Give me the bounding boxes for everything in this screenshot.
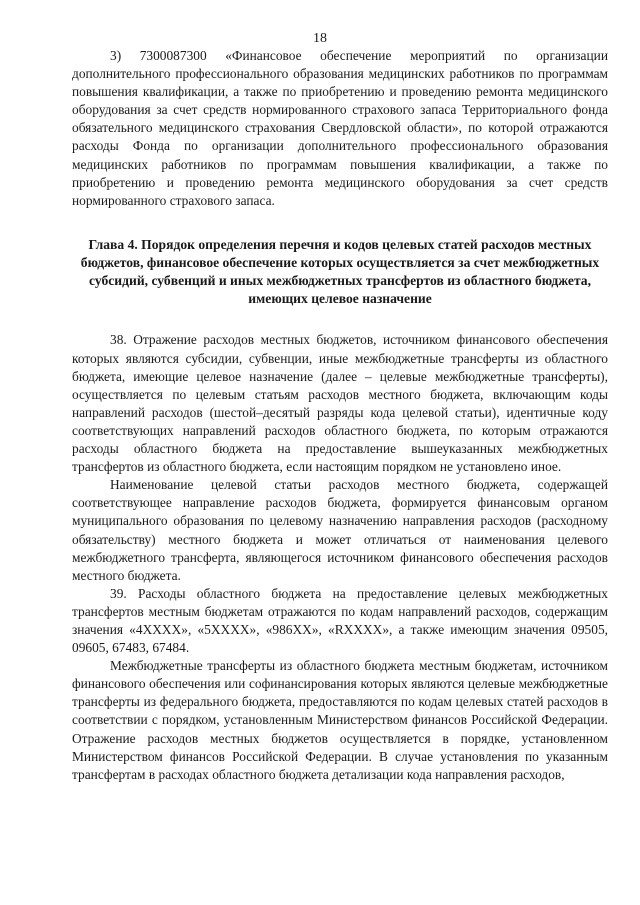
paragraph-item-3: 3) 7300087300 «Финансовое обеспечение мероприятий по организации дополнительного профессионального образования медицинских работников по программам повышения квалификации, а также по приобретению и проведению ремонта медицинского оборудования за счет средств нормированного страхового запаса Территориального фонда обязательного медицинского страхования Свердловской области», по которой отражаются расходы Фонда по организации дополнительного профессионального образования медицинских работников по программам повышения квалификации, а также по приобретению и проведению ремонта медицинского оборудования за счет средств нормированного страхового запаса.	[72, 48, 608, 208]
paragraph-39-continued: Межбюджетные трансферты из областного бюджета местным бюджетам, источником финансового обеспечения или софинансирования которых являются целевые межбюджетные трансферты из федерального бюджета, предоставляются по кодам целевых статей расходов в соответствии с порядком, установленным Министерством финансов Российской Федерации. Отражение расходов местных бюджетов осуществляется в порядке, установленном Министерством финансов Российской Федерации. В случае установления по указанным трансфертам в расходах областного бюджета детализации кода направления расходов,	[72, 658, 608, 782]
document-body	[72, 47, 608, 784]
page-number: 18	[313, 31, 327, 46]
paragraph-38-continued: Наименование целевой статьи расходов местного бюджета, содержащей соответствующее направление расходов бюджета, формируется финансовым органом муниципального образования по целевому назначению направления расходов (расходному обязательству) местного бюджета и может отличаться от наименования целевого межбюджетного трансферта, являющегося источником финансового обеспечения расходов местного бюджета.	[72, 477, 608, 583]
paragraph-38: 38. Отражение расходов местных бюджетов, источником финансового обеспечения которых являются субсидии, субвенции, иные межбюджетные трансферты из областного бюджета, имеющие целевое назначение (далее – целевые межбюджетные трансферты), осуществляется по целевым статьям расходов местного бюджета, включающим коды направлений расходов (шестой–десятый разряды кода целевой статьи), идентичные коду соответствующих направлений расходов областного бюджета, по которым отражаются расходы областного бюджета на предоставление вышеуказанных межбюджетных трансфертов из областного бюджета, если настоящим порядком не установлено иное.	[72, 332, 608, 475]
chapter-4-heading: Глава 4. Порядок определения перечня и кодов целевых статей расходов местных бюджетов, финансовое обеспечение которых осуществляется за счет межбюджетных субсидий, субвенций и иных межбюджетных трансфертов из областного бюджета, имеющих целевое назначение	[80, 236, 600, 306]
paragraph-39: 39. Расходы областного бюджета на предоставление целевых межбюджетных трансфертов местным бюджетам отражаются по кодам направлений расходов, содержащим значения «4XXXX», «5XXXX», «986XX», «RXXXX», а также имеющим значения 09505, 09605, 67483, 67484.	[72, 585, 608, 656]
